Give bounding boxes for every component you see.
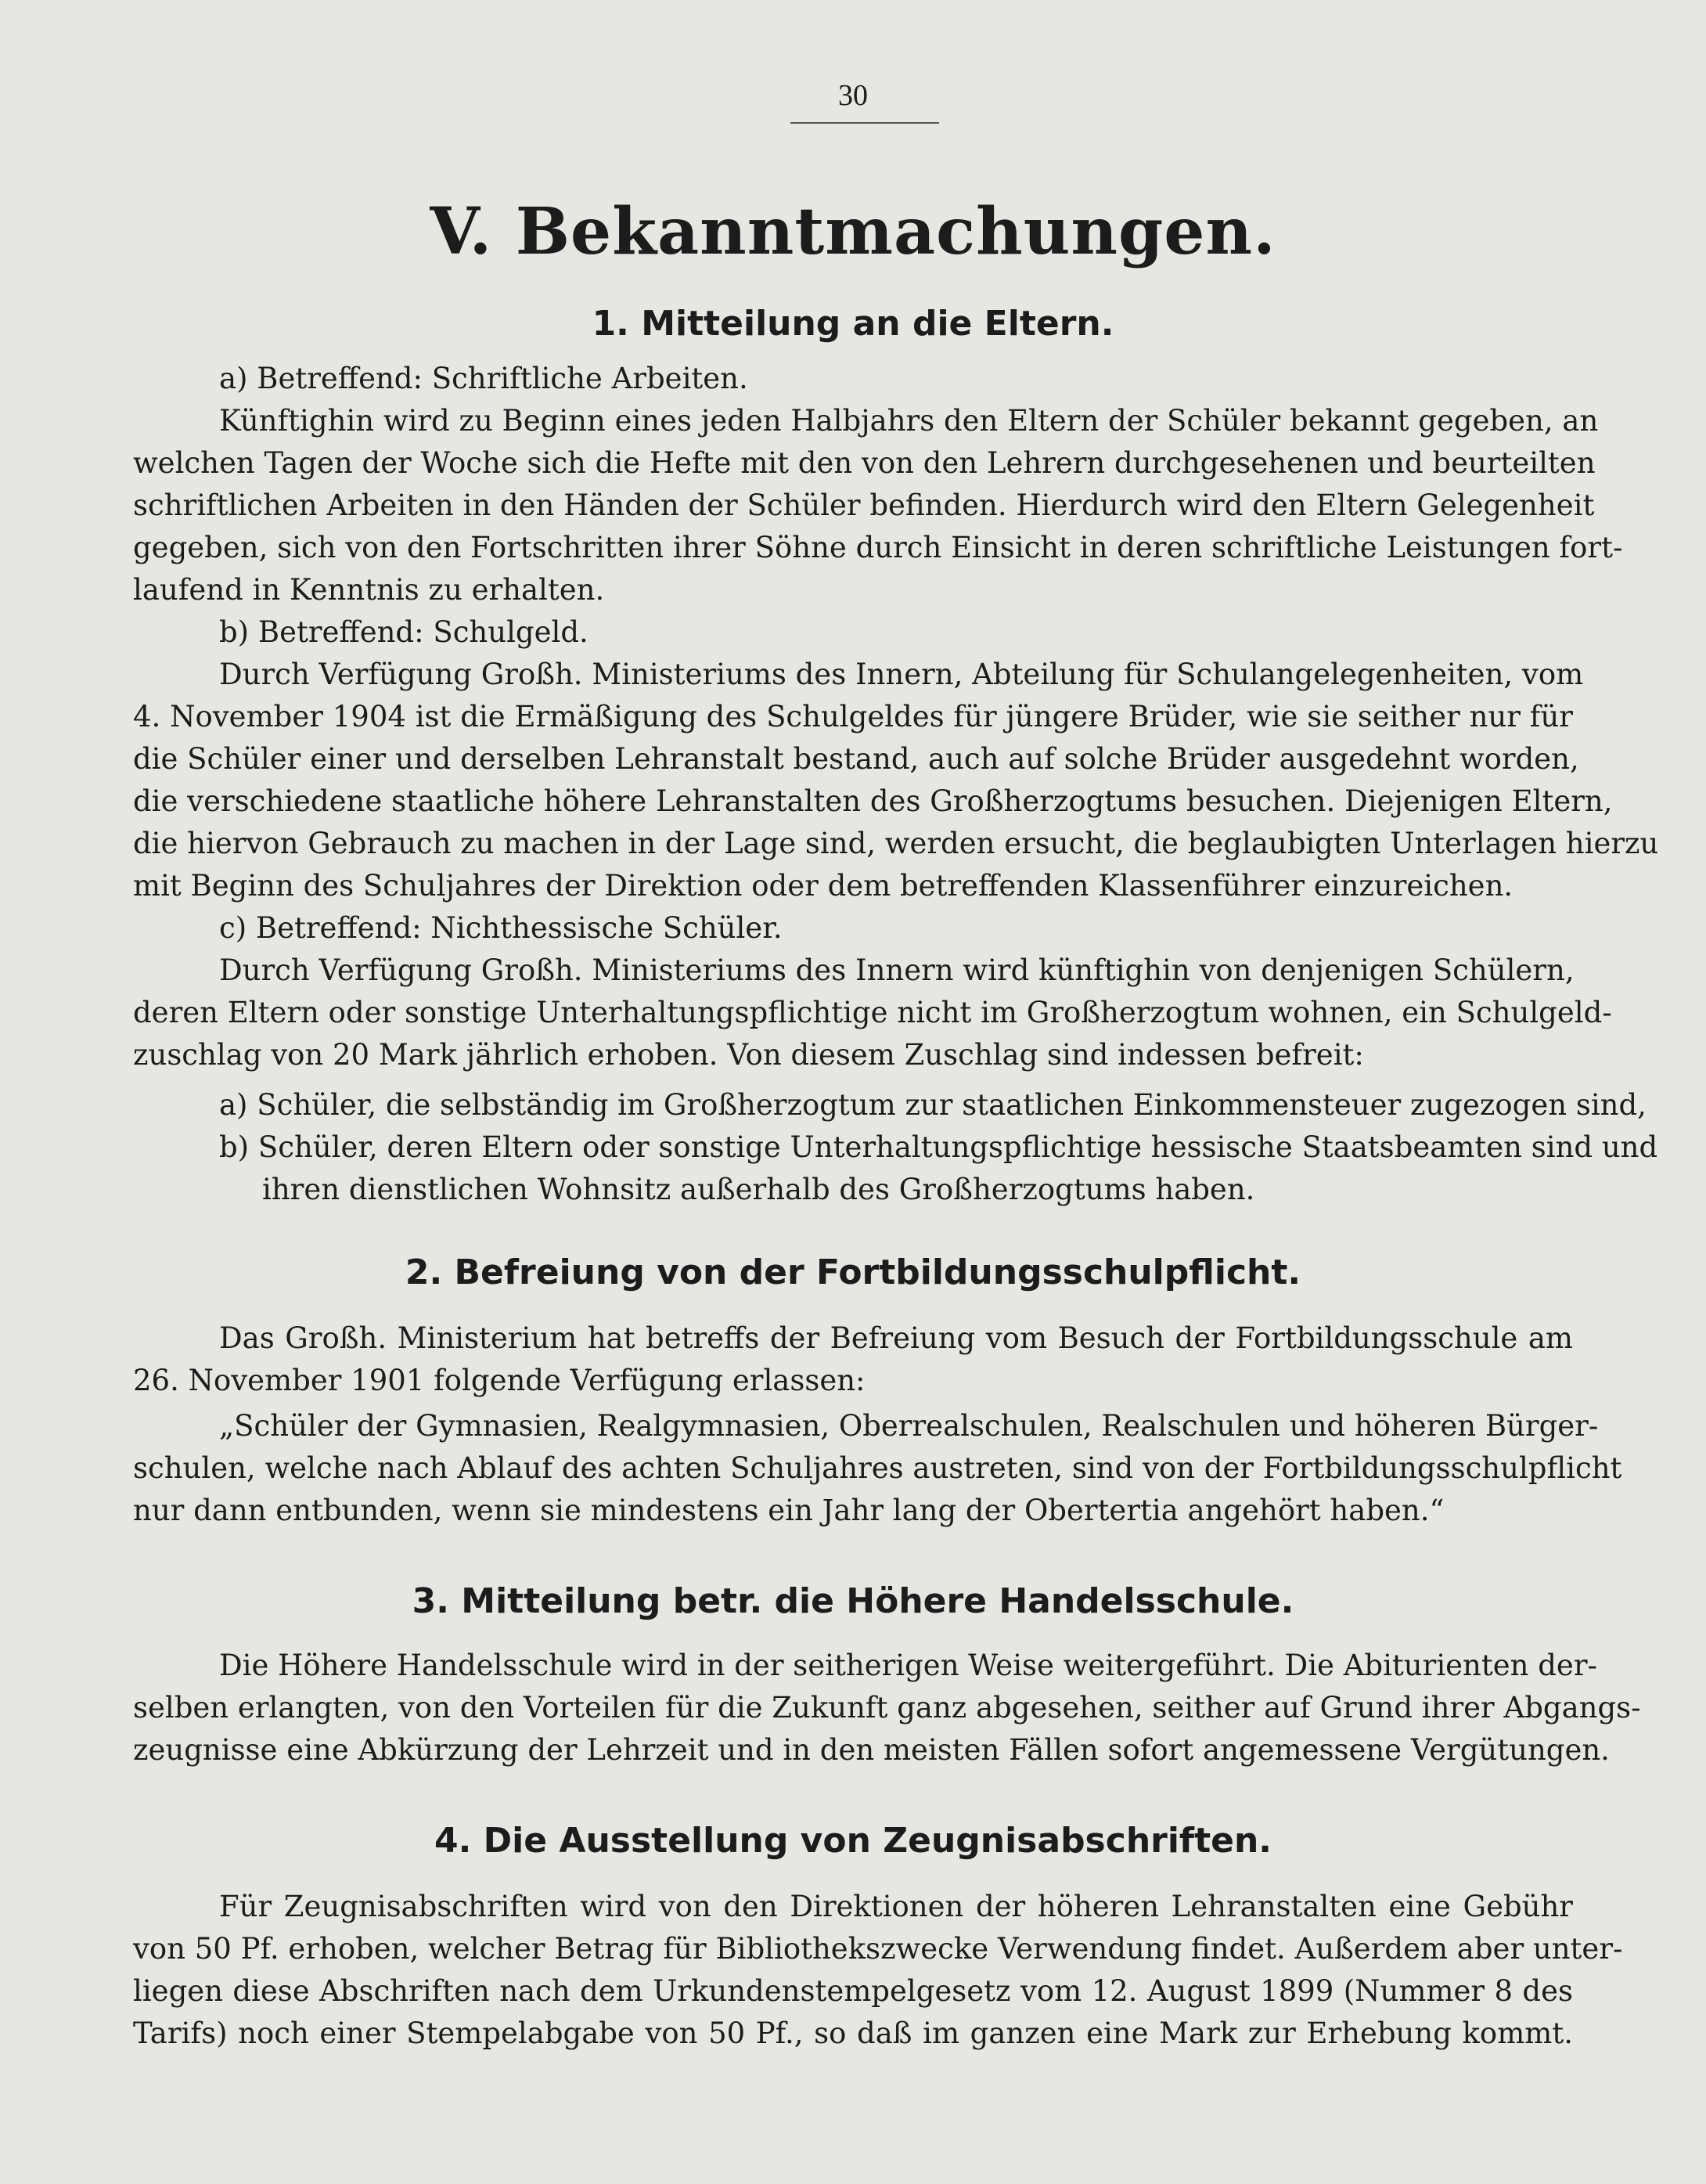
quote-line: schulen, welche nach Ablauf des achten Schuljahres austreten, sind von der Fortbildungsschulpflicht: [133, 1451, 1622, 1485]
paragraph-line: mit Beginn des Schuljahres der Direktion oder dem betreffenden Klassenführer einzureichen.: [133, 869, 1513, 903]
page-title: V. Bekanntmachungen.: [430, 194, 1276, 269]
paragraph-line: die hiervon Gebrauch zu machen in der Lage sind, werden ersucht, die beglaubigten Unterlagen hierzu: [133, 827, 1659, 860]
section-2-heading: 2. Befreiung von der Fortbildungsschulpflicht.: [405, 1252, 1301, 1292]
paragraph-line: selben erlangten, von den Vorteilen für die Zukunft ganz abgesehen, seither auf Grund ihrer Abgangs-: [133, 1691, 1641, 1724]
section-4-heading: 4. Die Ausstellung von Zeugnisabschriften.: [434, 1821, 1272, 1861]
paragraph-line: Tarifs) noch einer Stempelabgabe von 50 Pf., so daß im ganzen eine Mark zur Erhebung kommt.: [133, 2016, 1573, 2050]
paragraph-line: 26. November 1901 folgende Verfügung erlassen:: [133, 1364, 866, 1397]
paragraph-line: welchen Tagen der Woche sich die Hefte mit den von den Lehrern durchgesehenen und beurteilten: [133, 446, 1596, 480]
paragraph-line: liegen diese Abschriften nach dem Urkundenstempelgesetz vom 12. August 1899 (Nummer 8 des: [133, 1974, 1573, 2008]
paragraph-line: laufend in Kenntnis zu erhalten.: [133, 573, 605, 607]
paragraph-line: Durch Verfügung Großh. Ministeriums des Innern wird künftighin von denjenigen Schülern,: [219, 953, 1575, 987]
paragraph-line: gegeben, sich von den Fortschritten ihrer Söhne durch Einsicht in deren schriftliche Leistungen fort-: [133, 531, 1623, 564]
paragraph-line: b) Betreffend: Schulgeld.: [219, 615, 588, 649]
page-number-rule: [790, 122, 939, 124]
page-number: 30: [838, 79, 868, 112]
paragraph-line: Die Höhere Handelsschule wird in der seitherigen Weise weitergeführt. Die Abiturienten der-: [219, 1649, 1598, 1682]
paragraph-line: a) Betreffend: Schriftliche Arbeiten.: [219, 362, 748, 395]
paragraph-line: Das Großh. Ministerium hat betreffs der Befreiung vom Besuch der Fortbildungsschule am: [219, 1321, 1573, 1355]
section-3-heading: 3. Mitteilung betr. die Höhere Handelsschule.: [412, 1581, 1294, 1621]
quote-line: „Schüler der Gymnasien, Realgymnasien, Oberrealschulen, Realschulen und höheren Bürger-: [219, 1409, 1599, 1443]
paragraph-line: c) Betreffend: Nichthessische Schüler.: [219, 911, 783, 945]
paragraph-line: Durch Verfügung Großh. Ministeriums des Innern, Abteilung für Schulangelegenheiten, vom: [219, 658, 1584, 691]
paragraph-line: von 50 Pf. erhoben, welcher Betrag für Bibliothekszwecke Verwendung findet. Außerdem aber unter-: [133, 1932, 1623, 1966]
paragraph-line: zuschlag von 20 Mark jährlich erhoben. Von diesem Zuschlag sind indessen befreit:: [133, 1038, 1364, 1072]
list-item: a) Schüler, die selbständig im Großherzogtum zur staatlichen Einkommensteuer zugezogen sind,: [219, 1088, 1647, 1122]
paragraph-line: deren Eltern oder sonstige Unterhaltungspflichtige nicht im Großherzogtum wohnen, ein Schulgeld-: [133, 996, 1612, 1029]
paragraph-line: zeugnisse eine Abkürzung der Lehrzeit und in den meisten Fällen sofort angemessene Vergütungen.: [133, 1733, 1610, 1767]
quote-line: nur dann entbunden, wenn sie mindestens ein Jahr lang der Obertertia angehört haben.“: [133, 1494, 1445, 1527]
paragraph-line: schriftlichen Arbeiten in den Händen der Schüler befinden. Hierdurch wird den Eltern Gelegenheit: [133, 488, 1595, 522]
paragraph-line: Künftighin wird zu Beginn eines jeden Halbjahrs den Eltern der Schüler bekannt gegeben, an: [219, 404, 1599, 438]
list-item: b) Schüler, deren Eltern oder sonstige Unterhaltungspflichtige hessische Staatsbeamten sind und: [219, 1130, 1658, 1164]
paragraph-line: 4. November 1904 ist die Ermäßigung des Schulgeldes für jüngere Brüder, wie sie seither nur für: [133, 700, 1573, 733]
paragraph-line: die verschiedene staatliche höhere Lehranstalten des Großherzogtums besuchen. Diejenigen Eltern,: [133, 784, 1613, 818]
paragraph-line: Für Zeugnisabschriften wird von den Direktionen der höheren Lehranstalten eine Gebühr: [219, 1890, 1573, 1923]
section-1-heading: 1. Mitteilung an die Eltern.: [592, 304, 1114, 344]
list-item-continuation: ihren dienstlichen Wohnsitz außerhalb des Großherzogtums haben.: [262, 1173, 1255, 1206]
paragraph-line: die Schüler einer und derselben Lehranstalt bestand, auch auf solche Brüder ausgedehnt worden,: [133, 742, 1579, 776]
